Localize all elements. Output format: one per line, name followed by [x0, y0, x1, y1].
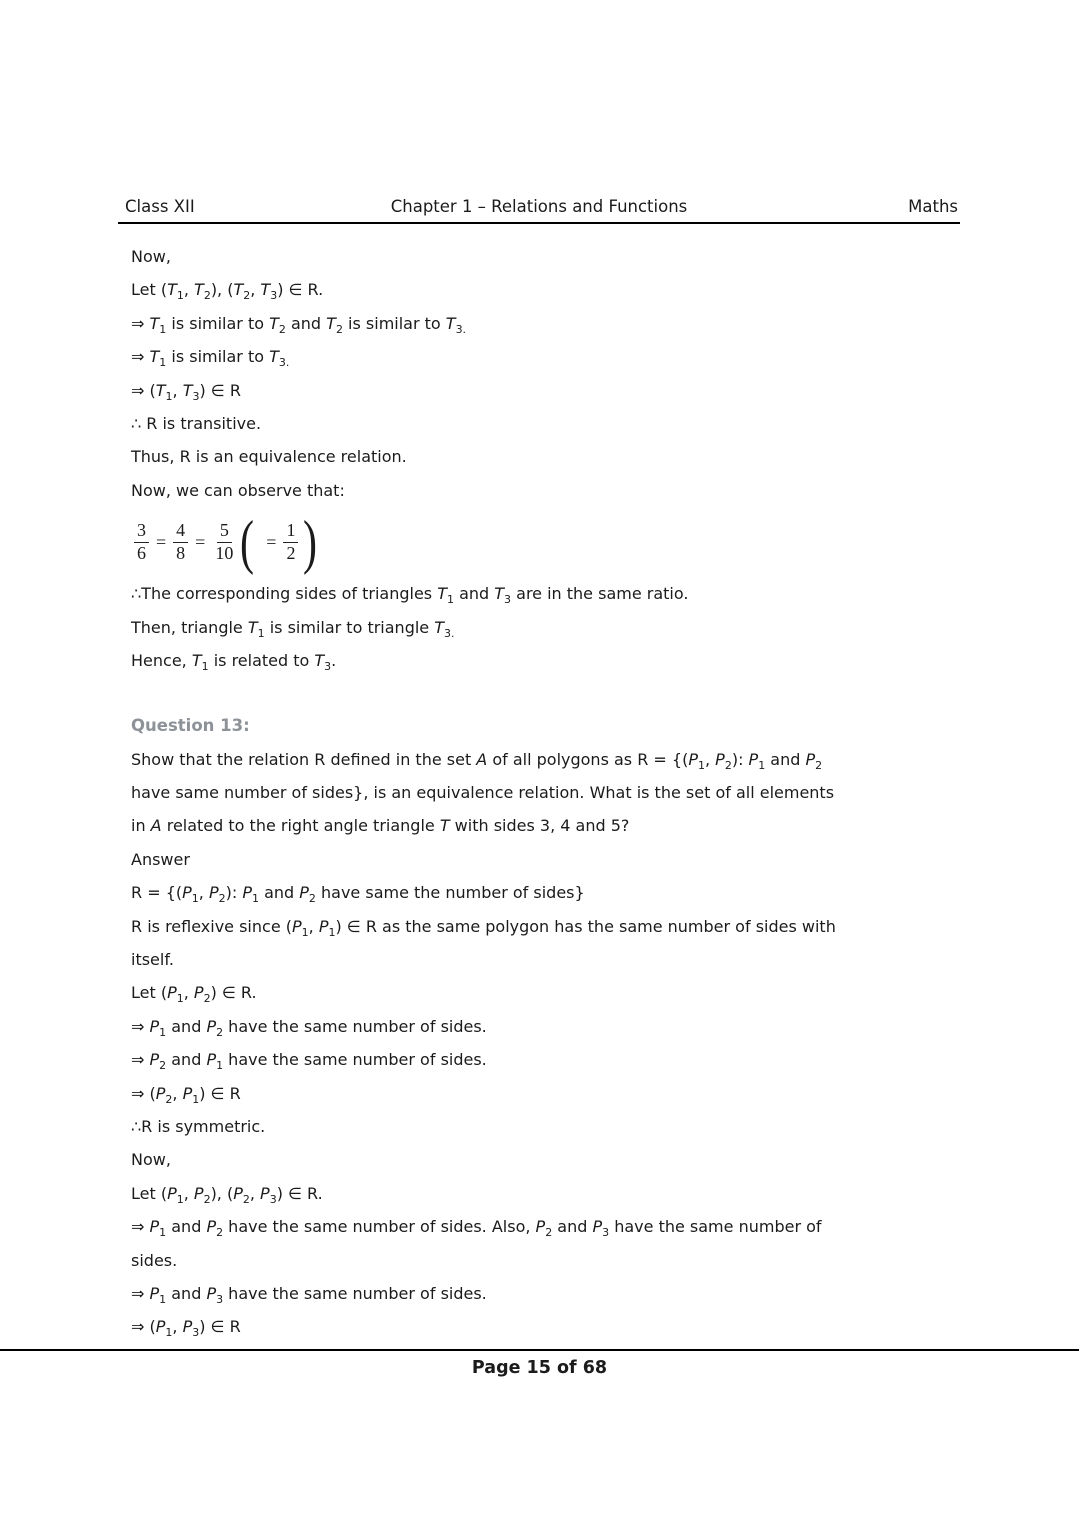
ratio-equation: $\frac{3}{6}$ = $\frac{4}{8}$ = $\frac{5}{10}$ ( = $\frac{1}{2}$ ) — [131, 507, 971, 577]
fraction: $\frac{4}{8}$ — [173, 520, 188, 563]
text-line: Let ($P_1$, $P_2$) ∈ R. — [131, 983, 257, 1006]
fraction: $\frac{5}{10}$ — [215, 520, 234, 564]
text-line: Let ($P_1$, $P_2$), ($P_2$, $P_3$) ∈ R. — [131, 1183, 323, 1206]
equals-sign: = — [156, 531, 167, 552]
text-line: ⇒ $P_1$ and $P_2$ have the same number of sides. — [131, 1016, 487, 1039]
text-line: Show that the relation R defined in the set A of all polygons as $R = \{(P_1$, $P_2$): $P_1$ and $P_2$ — [131, 749, 823, 772]
text-line: sides. — [131, 1250, 178, 1270]
text-line: in A related to the right angle triangle T with sides 3, 4 and 5? — [131, 816, 630, 836]
fraction: $\frac{1}{2}$ — [283, 520, 298, 563]
header-subject-label: Maths — [908, 197, 958, 216]
text-line: ⇒ ($T_1$, $T_3$) ∈ R — [131, 380, 241, 403]
text-line: ⇒ $T_1$ is similar to $T_2$ and $T_2$ is similar to $T_{3.}$ — [131, 313, 467, 336]
text-line: Now, — [131, 1150, 171, 1170]
footer-divider — [0, 1349, 1079, 1351]
text-line: Now, — [131, 247, 171, 266]
text-line: Thus, R is an equivalence relation. — [131, 447, 407, 467]
text-line: ∴The corresponding sides of triangles $T_1$ and $T_3$ are in the same ratio. — [131, 584, 689, 607]
answer-label: Answer — [131, 849, 190, 869]
fraction: $\frac{3}{6}$ — [134, 520, 149, 563]
page-header — [118, 197, 960, 224]
text-line: Then, triangle $T_1$ is similar to triangle $T_{3.}$ — [131, 617, 455, 640]
text-line: ⇒ $P_1$ and $P_3$ have the same number of sides. — [131, 1283, 487, 1306]
header-class-label: Class XII — [125, 197, 195, 216]
question-heading: Question 13: — [131, 716, 250, 736]
header-chapter-title: Chapter 1 – Relations and Functions — [390, 197, 688, 216]
text-line: Hence, $T_1$ is related to $T_3$. — [131, 650, 337, 673]
text-line: itself. — [131, 950, 174, 970]
text-line: ⇒ $T_1$ is similar to $T_{3.}$ — [131, 347, 290, 370]
text-line: ∴ R is transitive. — [131, 413, 262, 433]
document-body — [131, 240, 971, 1344]
vertical-gap — [131, 677, 971, 709]
text-line: ⇒ ($P_2$, $P_1$) ∈ R — [131, 1083, 241, 1106]
text-line: $R = \{(P_1$, $P_2$): $P_1$ and $P_2$ have same the number of sides} — [131, 883, 585, 906]
equals-sign: = — [195, 531, 206, 552]
text-line: Now, we can observe that: — [131, 480, 345, 500]
text-line: ∴R is symmetric. — [131, 1116, 266, 1136]
text-line: have same number of sides}, is an equivalence relation. What is the set of all elements — [131, 783, 835, 803]
equals-sign: = — [266, 531, 277, 552]
text-line: ⇒ $P_2$ and $P_1$ have the same number of sides. — [131, 1050, 487, 1073]
text-line: ⇒ ($P_1$, $P_3$) ∈ R — [131, 1317, 241, 1340]
page-number: Page 15 of 68 — [471, 1358, 608, 1378]
text-line: ⇒ $P_1$ and $P_2$ have the same number of sides. Also, $P_2$ and $P_3$ have the same number of — [131, 1217, 822, 1240]
text-line: R is reflexive since ($P_1$, $P_1$) ∈ R as the same polygon has the same number of sides with — [131, 916, 836, 939]
text-line: Let ($T_1$, $T_2$), ($T_2$, $T_3$) ∈ R. — [131, 280, 324, 303]
